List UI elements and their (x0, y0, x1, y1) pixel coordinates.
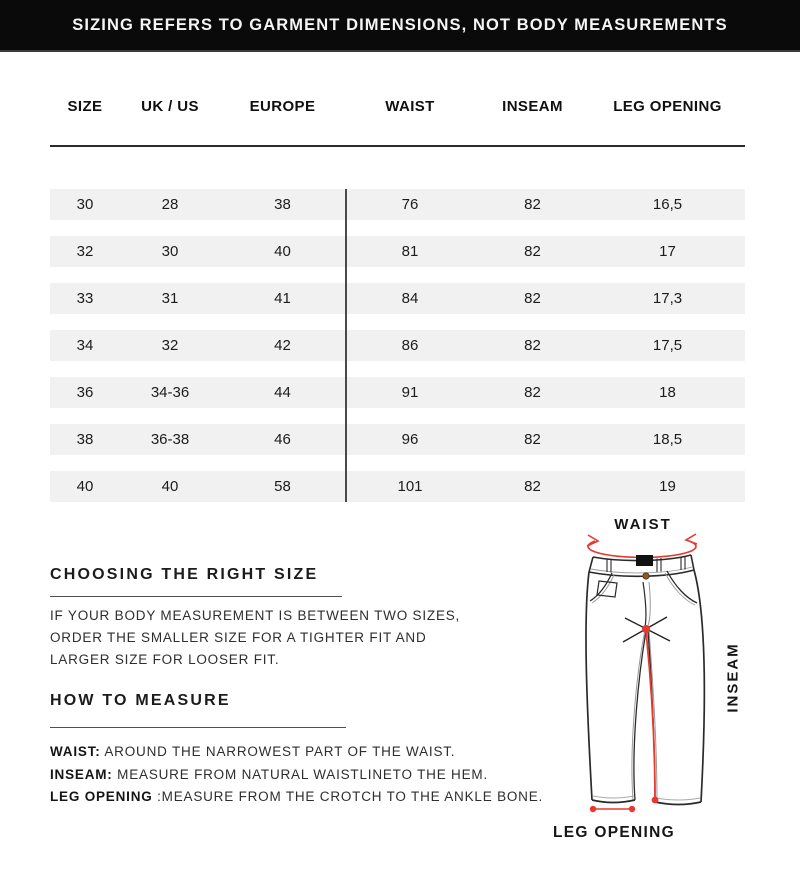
outer-seam-left (586, 572, 592, 800)
waistband-label-patch (636, 555, 653, 566)
belt-loop (607, 559, 611, 573)
cell-leg-opening: 18 (659, 384, 676, 401)
paragraph-line: LARGER SIZE FOR LOOSER FIT. (50, 652, 280, 667)
table-vertical-divider (345, 189, 347, 502)
cell-uk-us: 40 (161, 478, 179, 495)
paragraph-line: IF YOUR BODY MEASUREMENT IS BETWEEN TWO SIZES, (50, 608, 461, 623)
cell-leg-opening: 16,5 (652, 196, 683, 213)
cell-size: 40 (76, 478, 94, 495)
inseam-end-dot (652, 797, 659, 804)
jeans-button (643, 573, 649, 579)
cell-europe: 58 (274, 478, 291, 495)
waistband-right-edge (691, 555, 694, 570)
cell-inseam: 82 (524, 337, 541, 354)
measure-definition: :MEASURE FROM THE CROTCH TO THE ANKLE BONE. (152, 789, 544, 804)
cell-uk-us: 28 (161, 196, 179, 213)
hem-right-stitch (656, 798, 700, 800)
cell-leg-opening: 18,5 (652, 431, 683, 448)
cell-europe: 46 (274, 431, 291, 448)
front-pocket-right (667, 571, 697, 603)
cell-size: 32 (76, 243, 94, 260)
measure-definition: MEASURE FROM NATURAL WAISTLINETO THE HEM. (112, 766, 488, 782)
diagram-leg-opening-label: LEG OPENING (553, 824, 675, 841)
cell-inseam: 82 (524, 243, 541, 260)
cell-leg-opening: 19 (659, 478, 676, 495)
cell-inseam: 82 (524, 478, 541, 495)
cell-europe: 41 (274, 290, 291, 307)
belt-loop (681, 556, 685, 570)
cell-waist: 81 (401, 243, 419, 260)
leg-opening-dot-right (629, 806, 635, 812)
table-row (50, 424, 745, 455)
cell-size: 34 (76, 337, 94, 354)
measure-term: INSEAM: (50, 766, 113, 782)
diagram-inseam-label: INSEAM (724, 641, 742, 713)
table-row (50, 283, 745, 314)
table-row (50, 330, 745, 361)
cell-leg-opening: 17,5 (652, 337, 683, 354)
front-pocket-right-stitch (665, 573, 695, 605)
cell-size: 36 (76, 384, 94, 401)
diagram-waist-label: WAIST (614, 516, 672, 533)
cell-uk-us: 36-38 (150, 431, 190, 448)
col-header-europe: EUROPE (249, 98, 316, 115)
cell-size: 30 (76, 196, 94, 213)
how-to-measure-list (50, 741, 543, 809)
size-table-header (50, 95, 745, 119)
how-to-measure-heading: HOW TO MEASURE (50, 692, 231, 709)
measure-item-inseam (50, 764, 543, 787)
col-header-uk-us: UK / US (141, 98, 199, 115)
col-header-inseam: INSEAM (502, 98, 563, 115)
measure-item-leg-opening (50, 786, 543, 809)
waistband-stitching (591, 567, 692, 573)
hem-left-stitch (593, 796, 634, 798)
cell-uk-us: 34-36 (150, 384, 190, 401)
choosing-size-paragraph (50, 605, 510, 671)
paragraph-line: ORDER THE SMALLER SIZE FOR A TIGHTER FIT AND (50, 630, 427, 645)
cell-inseam: 82 (524, 196, 541, 213)
table-row (50, 471, 745, 502)
measure-item-waist (50, 741, 543, 764)
measure-definition: AROUND THE NARROWEST PART OF THE WAIST. (100, 744, 456, 759)
cell-europe: 44 (274, 384, 291, 401)
table-row (50, 377, 745, 408)
waist-arrow-right-icon (686, 534, 697, 544)
measure-term: LEG OPENING (50, 789, 153, 804)
how-to-measure-rule (50, 727, 346, 728)
leg-opening-dot-left (590, 806, 596, 812)
cell-europe: 38 (274, 196, 291, 213)
cell-europe: 42 (274, 337, 291, 354)
cell-leg-opening: 17,3 (652, 290, 683, 307)
table-row (50, 189, 745, 220)
cell-size: 38 (76, 431, 94, 448)
cell-uk-us: 30 (161, 243, 179, 260)
cell-waist: 91 (401, 384, 419, 401)
cell-uk-us: 31 (161, 290, 179, 307)
hem-left (592, 800, 635, 803)
header-rule (50, 145, 745, 147)
cell-waist: 76 (401, 196, 419, 213)
cell-waist: 101 (397, 478, 423, 495)
cell-uk-us: 32 (161, 337, 179, 354)
cell-inseam: 82 (524, 290, 541, 307)
col-header-leg-opening: LEG OPENING (613, 98, 722, 115)
cell-leg-opening: 17 (659, 243, 676, 260)
fly-stitching (648, 582, 650, 626)
cell-inseam: 82 (524, 384, 541, 401)
choosing-size-rule (50, 596, 342, 597)
cell-inseam: 82 (524, 431, 541, 448)
cell-size: 33 (76, 290, 94, 307)
cell-europe: 40 (274, 243, 291, 260)
disclaimer-banner (0, 0, 800, 52)
col-header-waist: WAIST (385, 98, 435, 115)
table-row (50, 236, 745, 267)
disclaimer-text: SIZING REFERS TO GARMENT DIMENSIONS, NOT BODY MEASUREMENTS (72, 15, 728, 34)
choosing-size-heading: CHOOSING THE RIGHT SIZE (50, 566, 319, 583)
waistband-left-edge (589, 557, 593, 572)
cell-waist: 84 (401, 290, 419, 307)
hem-right (655, 802, 701, 805)
measure-term: WAIST: (50, 744, 101, 759)
cell-waist: 96 (401, 431, 419, 448)
col-header-size: SIZE (67, 98, 103, 115)
fly-seam (643, 582, 646, 627)
waist-measure-ellipse (588, 541, 696, 557)
diagram-inseam-label-wrap (688, 632, 778, 722)
cell-waist: 86 (401, 337, 419, 354)
